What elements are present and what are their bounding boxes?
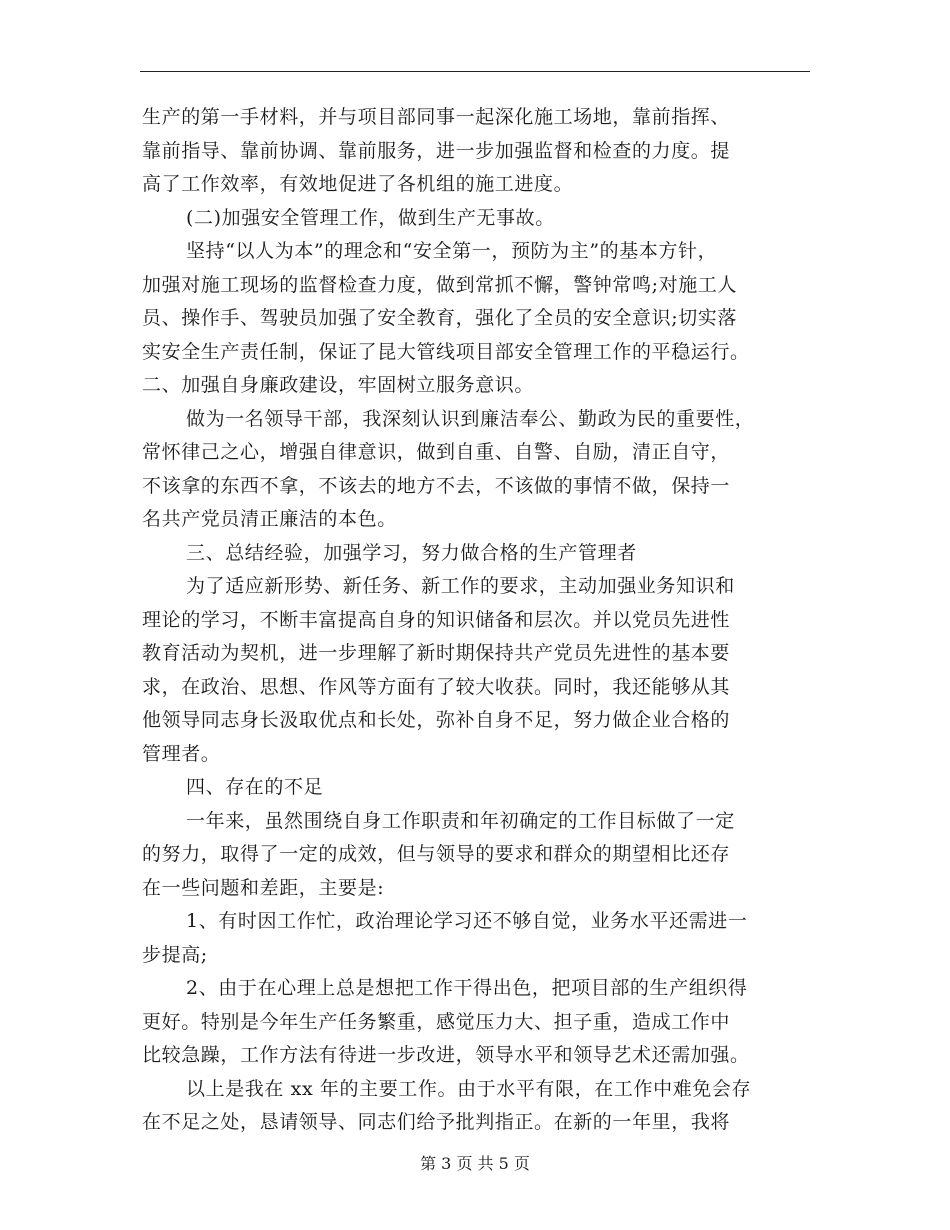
text-line: 靠前指导、靠前协调、靠前服务，进一步加强监督和检查的力度。提 bbox=[142, 139, 731, 162]
text-line: 教育活动为契机，进一步理解了新时期保持共产党员先进性的基本要 bbox=[142, 642, 731, 664]
text-line: 生产的第一手材料，并与项目部同事一起深化施工场地，靠前指挥、 bbox=[142, 106, 731, 128]
section-heading: 二、加强自身廉政建设，牢固树立服务意识。 bbox=[142, 374, 535, 396]
section-heading: (二)加强安全管理工作，做到生产无事故。 bbox=[186, 206, 555, 229]
text-line: 理论的学习，不断丰富提高自身的知识储备和层次。并以党员先进性 bbox=[142, 608, 731, 631]
section-heading: 四、存在的不足 bbox=[186, 776, 324, 798]
text-line: 名共产党员清正廉洁的本色。 bbox=[142, 508, 397, 530]
text-line: 管理者。 bbox=[142, 742, 221, 765]
page-number-footer: 第 3 页 共 5 页 bbox=[420, 1154, 530, 1173]
text-line: 做为一名领导干部，我深刻认识到廉洁奉公、勤政为民的重要性， bbox=[186, 407, 755, 430]
text-line: 求，在政治、思想、作风等方面有了较大收获。同时，我还能够从其 bbox=[142, 675, 731, 698]
text-line: 实安全生产责任制，保证了昆大管线项目部安全管理工作的平稳运行。 bbox=[142, 340, 750, 363]
text-line: 一年来，虽然围绕自身工作职责和年初确定的工作目标做了一定 bbox=[186, 809, 735, 832]
text-line: 更好。特别是今年生产任务繁重，感觉压力大、担子重，造成工作中 bbox=[142, 1010, 731, 1033]
text-line: 他领导同志身长汲取优点和长处，弥补自身不足，努力做企业合格的 bbox=[142, 709, 731, 731]
header-rule bbox=[140, 71, 810, 72]
text-line: 比较急躁，工作方法有待进一步改进，领导水平和领导艺术还需加强。 bbox=[142, 1044, 750, 1066]
text-line: 不该拿的东西不拿，不该去的地方不去，不该做的事情不做，保持一 bbox=[142, 474, 731, 497]
text-line: 为了适应新形势、新任务、新工作的要求，主动加强业务知识和 bbox=[186, 575, 735, 597]
list-item: 1、有时因工作忙，政治理论学习还不够自觉，业务水平还需进一 bbox=[186, 910, 748, 932]
text-line: 步提高; bbox=[142, 943, 208, 966]
text-line: 常怀律己之心，增强自律意识，做到自重、自警、自励，清正自守， bbox=[142, 441, 731, 463]
list-item: 2、由于在心理上总是想把工作干得出色，把项目部的生产组织得 bbox=[186, 977, 748, 999]
text-line: 在不足之处，恳请领导、同志们给予批判指正。在新的一年里，我将 bbox=[142, 1111, 731, 1133]
text-line: 在一些问题和差距，主要是: bbox=[142, 876, 385, 899]
text-line: 员、操作手、驾驶员加强了安全教育，强化了全员的安全意识;切实落 bbox=[142, 307, 738, 329]
body-text bbox=[142, 101, 812, 1140]
text-line: 以上是我在 xx 年的主要工作。由于水平有限，在工作中难免会存 bbox=[186, 1077, 752, 1100]
section-heading: 三、总结经验，加强学习，努力做合格的生产管理者 bbox=[186, 541, 637, 564]
text-line: 的努力，取得了一定的成效，但与领导的要求和群众的期望相比还存 bbox=[142, 843, 731, 865]
text-line: 坚持“以人为本”的理念和“安全第一，预防为主”的基本方针， bbox=[186, 240, 718, 262]
text-line: 加强对施工现场的监督检查力度，做到常抓不懈，警钟常鸣;对施工人 bbox=[142, 273, 738, 296]
text-line: 高了工作效率，有效地促进了各机组的施工进度。 bbox=[142, 173, 574, 195]
